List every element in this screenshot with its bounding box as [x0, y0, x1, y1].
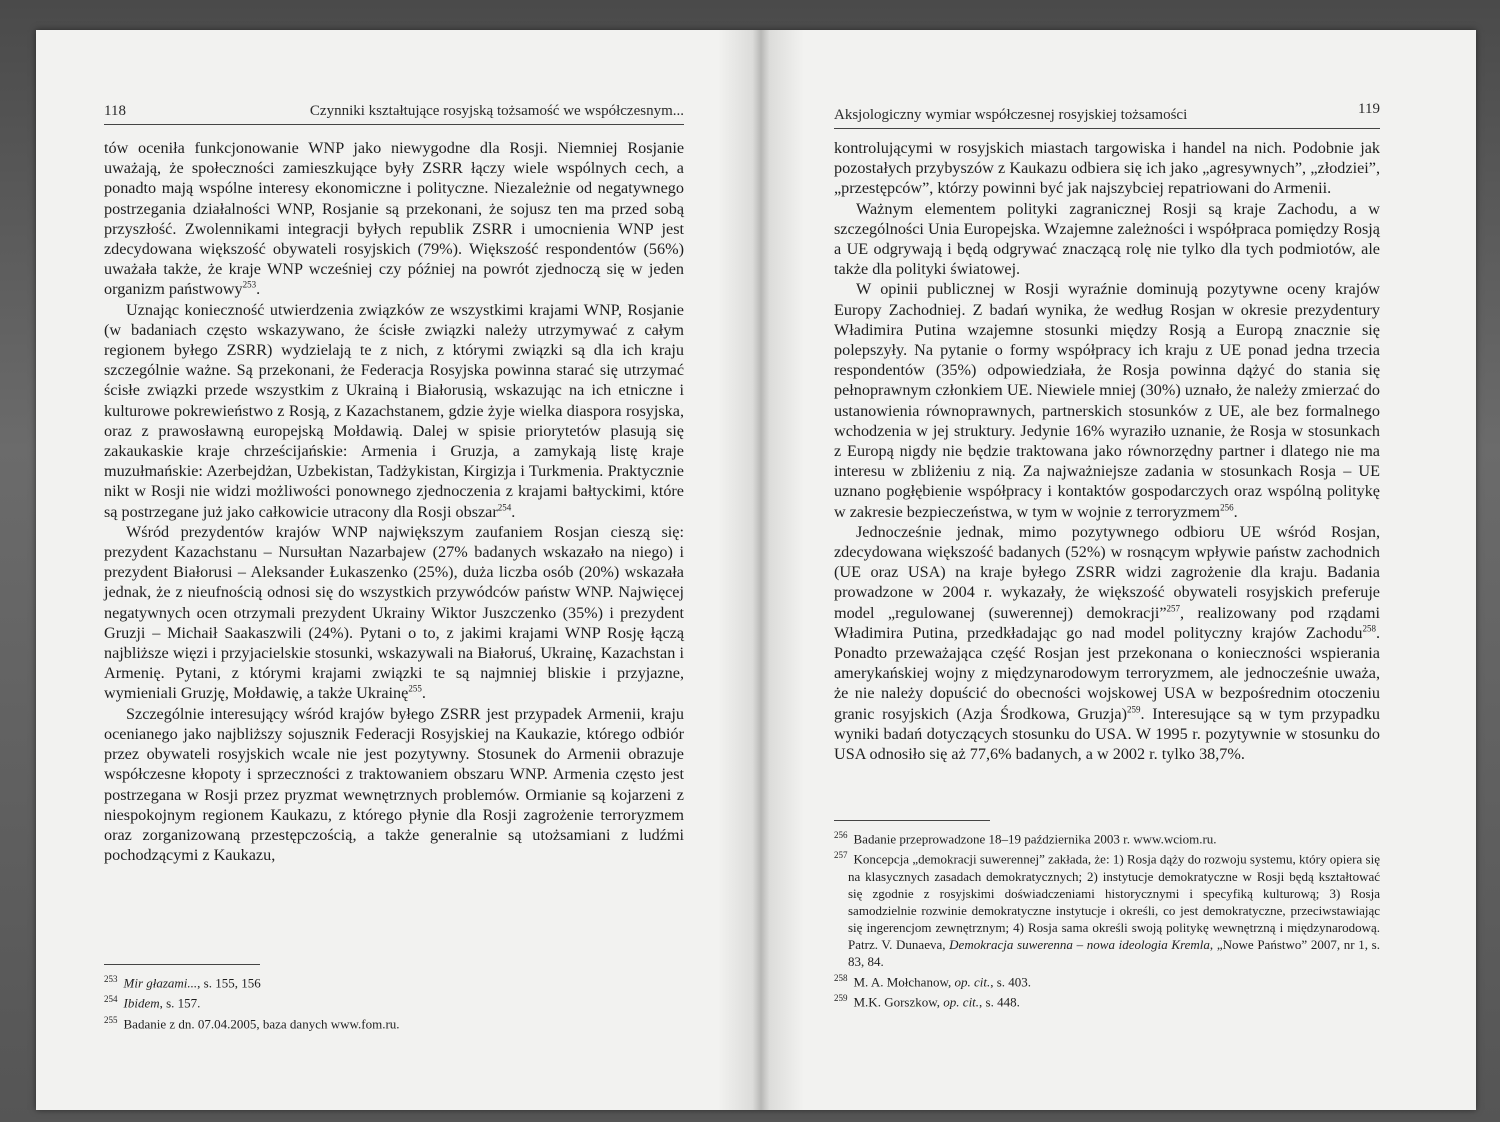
book-spread — [36, 30, 1476, 1110]
footnote — [104, 991, 684, 1011]
text-run: , s. 155, 156 — [197, 975, 261, 991]
footnote — [104, 971, 684, 991]
paragraph — [104, 522, 684, 704]
paragraph — [104, 300, 684, 522]
footnote-ref: 255 — [408, 684, 422, 695]
right-body-text — [834, 138, 1380, 764]
text-run: Badanie z dn. 07.04.2005, baza danych www.fom.ru. — [123, 1015, 400, 1031]
footnote-ref: 259 — [1126, 704, 1141, 715]
text-run: . — [256, 280, 261, 299]
text-run: Jednocześnie jednak, mimo pozytywnego odbioru UE wśród Rosjan, zdecydowana większość badanych (52%) w rosnącym wpływie państw zachodnich (UE oraz USA) na kraje byłego ZSRR widzi zagrożenie dla kraju. Badania prowadzone w 2004 r. wykazały, że większość obywateli rosyjskich preferuje model „regulowanej (suwerennej) demokracji” — [834, 522, 1380, 622]
footnote-number: 255 — [104, 1014, 118, 1025]
text-run: . Interesujące są w tym przypadku wyniki badań dotyczących stosunku do USA. W 1995 r. pozytywnie w stosunku do USA odnosiło się aż 77,6% badanych, a w 2002 r. tylko 38,7%. — [834, 704, 1381, 764]
right-footnotes — [834, 820, 1380, 1010]
text-run: tów oceniła funkcjonowanie WNP jako niewygodne dla Rosji. Niemniej Rosjanie uważają, że społeczności zamieszkujące były ZSRR łączy wiele wspólnych cech, a ponadto mają wspólne interesy ekonomiczne i polityczne. Niezależnie od negatywnego postrzegania działalności WNP, Rosjanie są przekonani, że sojusz ten ma przed sobą przyszłość. Zwolennikami integracji byłych republik ZSRR i umocnienia WNP jest zdecydowana większość obywateli rosyjskich (79%). Większość respondentów (56%) uważała także, że kraje WNP wcześniej czy później na powrót zjednoczą się w jeden organizm państwowy — [104, 139, 684, 299]
book-gutter — [718, 30, 804, 1110]
text-run: kontrolującymi w rosyjskich miastach targowiska i handel na nich. Podobnie jak pozostałych przybyszów z Kaukazu odbiera się ich jako „agresywnych”, „złodziei”, „przestępców”, którzy powinni być jak najszybciej repatriowani do Armenii. — [834, 139, 1380, 198]
footnote-number: 254 — [104, 994, 118, 1005]
text-run: , s. 403. — [990, 973, 1032, 989]
text-run: Ważnym elementem polityki zagranicznej Rosji są kraje Zachodu, a w szczególności Unia Europejska. Wzajemne zależności i współpraca pomiędzy Rosją a UE odgrywają i będą odgrywać znaczącą rolę nie tylko dla tych podmiotów, ale także dla polityki światowej. — [834, 199, 1380, 279]
left-footnotes — [104, 964, 684, 1032]
footnote-number: 253 — [104, 974, 118, 984]
italic-text: op. cit. — [943, 994, 980, 1010]
text-run: Szczególnie interesujący wśród krajów byłego ZSRR jest przypadek Armenii, kraju ocenianego jako najbliższy sojusznik Federacji Rosyjskiej na Kaukazie, którego odbiór przez obywateli rosyjskich wcale nie jest pozytywny. Stosunek do Armenii obrazuje współczesne kłopoty i sprzeczności z traktowaniem obszaru WNP. Armenia często jest postrzegana w Rosji przez pryzmat wewnętrznych problemów. Ormianie są kojarzeni z niespokojnym regionem Kaukazu, z którego płynie dla Rosji zagrożenie terroryzmem oraz zorganizowaną przestępczością, a także generalnie są utożsamiani z ludźmi pochodzącymi z Kaukazu, — [104, 704, 684, 865]
footnote-ref: 253 — [242, 280, 257, 291]
paragraph — [834, 138, 1380, 199]
left-page-number: 118 — [104, 103, 126, 119]
left-body-text — [104, 138, 684, 865]
footnote — [834, 827, 1380, 847]
left-running-head — [104, 98, 684, 125]
footnote-number: 257 — [834, 850, 848, 861]
text-run: Uznając konieczność utwierdzenia związków ze wszystkimi krajami WNP, Rosjanie (w badaniach często wskazywano, że ścisłe związki należy utrzymywać z całym regionem byłego ZSRR) wydzielają te z nich, z którymi związki są dla ich kraju szczególnie ważne. Są przekonani, że Federacja Rosyjska powinna starać się utrzymać ścisłe związki przede wszystkim z Ukrainą i Białorusią, wskazując na ich etniczne i kulturowe pokrewieństwo z Rosją, z Kazachstanem, gdzie żyje wielka diaspora rosyjska, oraz z prawosławną europejską Mołdawią. Dalej w spisie priorytetów plasują się zakaukaskie kraje chrześcijańskie: Armenia i Gruzja, a zamykają listę kraje muzułmańskie: Azerbejdżan, Uzbekistan, Tadżykistan, Kirgizja i Turkmenia. Praktycznie nikt w Rosji nie widzi możliwości ponownego zjednoczenia z krajami bałtyckimi, które są postrzegane już jako całkowicie utracony dla Rosji obszar — [104, 300, 684, 521]
text-run: . — [1233, 502, 1238, 521]
text-run: M.K. Gorszkow, — [853, 994, 944, 1010]
paragraph — [104, 704, 684, 866]
footnote — [834, 970, 1380, 990]
italic-text: Demokracja suwerenna – nowa ideologia Kremla — [949, 936, 1210, 952]
text-run: . — [421, 684, 426, 703]
paragraph — [104, 138, 684, 300]
right-footnote-list — [834, 827, 1380, 1010]
text-run: , s. 448. — [979, 994, 1020, 1010]
right-page-number: 119 — [1358, 101, 1380, 117]
italic-text: Ibidem — [123, 995, 160, 1011]
footnote-number: 258 — [834, 972, 848, 983]
footnote — [104, 1012, 684, 1032]
text-run: . — [511, 502, 516, 521]
text-run: Wśród prezydentów krajów WNP największym zaufaniem Rosjan cieszą się: prezydent Kazachstanu – Nursułtan Nazarbajew (27% badanych wskazało na niego) i prezydent Białorusi – Aleksander Łukaszenko (25%), duża liczba osób (20%) wskazała jednak, że z nieufnością odnosi się do wszystkich przywódców państw WNP. Najwięcej negatywnych ocen otrzymali prezydent Ukrainy Wiktor Juszczenko (35%) i prezydent Gruzji – Michaił Saakaszwili (24%). Pytani o to, z jakimi krajami WNP Rosję łączą najbliższe więzi i przyjacielskie stosunki, wskazywali na Białoruś, Ukrainę, Kazachstan i Armenię. Pytani, z którymi krajami związki te są najmniej bliskie i przyjazne, wymieniali Gruzję, Mołdawię, a także Ukrainę — [104, 522, 684, 703]
footnote-ref: 256 — [1220, 502, 1234, 513]
left-page — [104, 30, 684, 1110]
text-run: , s. 157. — [159, 995, 201, 1011]
footnote-rule — [834, 820, 990, 821]
footnote-number: 259 — [834, 992, 848, 1003]
text-run: M. A. Mołchanow, — [853, 973, 955, 989]
text-run: , realizowany pod rządami Władimira Putina, przedkładając go nad model polityczny krajów Zachodu — [834, 603, 1380, 642]
left-footnote-list — [104, 971, 684, 1032]
right-running-title: Aksjologiczny wymiar współczesnej rosyjskiej tożsamości — [834, 107, 1188, 123]
text-run: . Ponadto przeważająca część Rosjan jest przekonana o konieczności wspierania amerykańskiej wojny z międzynarodowym terroryzmem, ale jednocześnie uważa, że nie należy dopuścić do obecności wojskowej USA w bezpośrednim otoczeniu granic rosyjskich (Azja Środkowa, Gruzja) — [834, 623, 1380, 723]
left-running-title: Czynniki kształtujące rosyjską tożsamość we współczesnym... — [309, 103, 684, 119]
paragraph — [834, 279, 1380, 521]
footnote-rule — [104, 964, 260, 965]
paragraph — [834, 199, 1380, 280]
italic-text: op. cit. — [954, 973, 991, 989]
right-page — [834, 30, 1380, 1110]
footnote — [834, 990, 1380, 1010]
footnote-ref: 254 — [497, 502, 512, 513]
paragraph — [834, 522, 1380, 764]
text-run: Koncepcja „demokracji suwerennej” zakłada, że: 1) Rosja dąży do rozwoju systemu, który opiera się na klasycznych zasadach demokratycznych; 2) instytucje demokratyczne w Rosji będą kształtować się zgodnie z rosyjskimi doświadczeniami historycznymi i specyfiką kulturową; 3) Rosja samodzielnie rozwinie demokratyczne instytucje i określi, co jest demokratyczne, przeciwstawiając się ingerencjom zewnętrznym; 4) Rosja sama określi swoją politykę wewnętrzną i międzynarodową. Patrz. V. Dunaeva, — [848, 851, 1380, 952]
footnote-ref: 257 — [1166, 603, 1181, 614]
footnote-number: 256 — [834, 830, 848, 840]
right-running-head — [834, 102, 1380, 129]
italic-text: Mir głazami... — [123, 975, 198, 991]
text-run: , „Nowe Państwo” 2007, nr 1, s. 83, 84. — [848, 936, 1380, 969]
text-run: Badanie przeprowadzone 18–19 października 2003 r. www.wciom.ru. — [853, 831, 1217, 847]
footnote — [834, 847, 1380, 969]
footnote-ref: 258 — [1362, 623, 1376, 634]
text-run: W opinii publicznej w Rosji wyraźnie dominują pozytywne oceny krajów Europy Zachodniej. Z badań wynika, że według Rosjan w okresie prezydentury Władimira Putina wzajemne stosunki między Rosją a Europą znacznie się polepszyły. Na pytanie o formy współpracy ich kraju z UE ponad jedna trzecia respondentów (35%) odpowiedziała, że Rosja powinna dążyć do stania się pełnoprawnym członkiem UE. Niewiele mniej (30%) uznało, że należy zmierzać do ustanowienia równoprawnych, partnerskich stosunków z UE, ale bez formalnego wchodzenia w jej struktury. Jedynie 16% wyraziło uznanie, że Rosja w stosunkach z Europą nigdy nie będzie traktowana jako równorzędny partner i dlatego nie ma interesu w zbliżeniu z nią. Za najważniejsze zadania w stosunkach Rosja – UE uznano pogłębienie współpracy i kontaktów gospodarczych oraz wspólną politykę w zakresie bezpieczeństwa, w tym w wojnie z terroryzmem — [834, 280, 1380, 521]
